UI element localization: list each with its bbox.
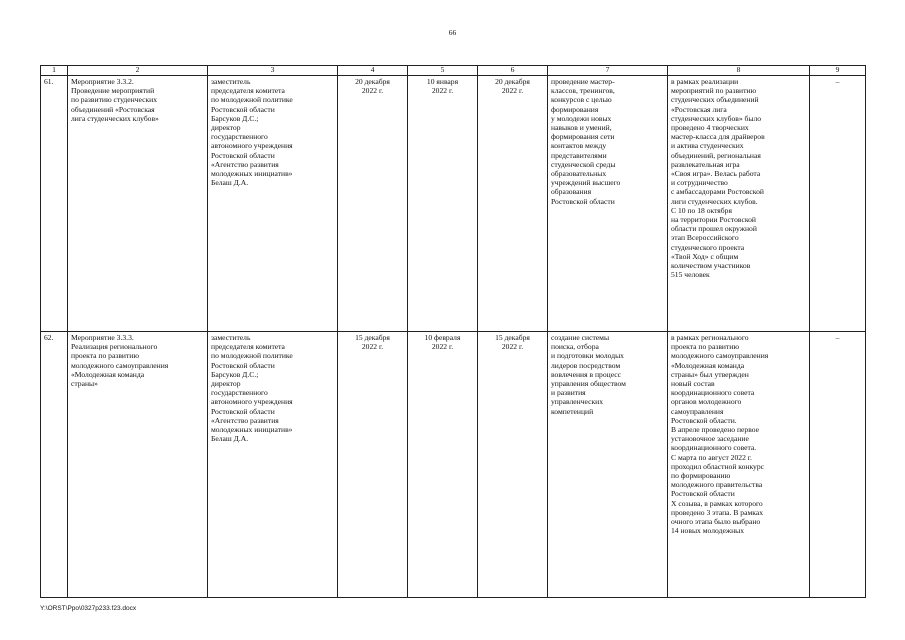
planned-end-date: 10 февраля 2022 г. — [408, 332, 478, 598]
planned-end-date: 10 января 2022 г. — [408, 76, 478, 332]
column-number: 9 — [810, 66, 866, 76]
row-number: 62. — [41, 332, 68, 598]
column-number: 7 — [548, 66, 668, 76]
table-row — [41, 76, 866, 332]
footer-file-path: Y:\ORST\Ppo\0327p233.f23.docx — [40, 605, 137, 612]
column-number: 4 — [338, 66, 408, 76]
note: – — [810, 332, 866, 598]
report-table — [40, 65, 866, 598]
event-name: Мероприятие 3.3.3. Реализация регионального проекта по развитию молодежного самоуправления «Молодежная команда страны» — [68, 332, 208, 598]
column-number: 3 — [208, 66, 338, 76]
planned-start-date: 15 декабря 2022 г. — [338, 332, 408, 598]
event-name: Мероприятие 3.3.2. Проведение мероприятий по развитию студенческих объединений «Ростовская лига студенческих клубов» — [68, 76, 208, 332]
actual-date: 20 декабря 2022 г. — [478, 76, 548, 332]
note: – — [810, 76, 866, 332]
actual-result: в рамках реализации мероприятий по развитию студенческих объединений «Ростовская лига студенческих клубов» было проведено 4 творческих мастер-класса для драйверов и актива студенческих объединений, региональная развлекательная игра «Своя игра». Велась работа и сотрудничество с амбассадорами Ростовской лиги студенческих клубов. С 10 по 18 октября на территории Ростовской области прошел окружной этап Всероссийского студенческого проекта «Твой Ход» с общим количеством участников 515 человек — [668, 76, 810, 332]
planned-start-date: 20 декабря 2022 г. — [338, 76, 408, 332]
column-number: 1 — [41, 66, 68, 76]
column-number: 6 — [478, 66, 548, 76]
actual-date: 15 декабря 2022 г. — [478, 332, 548, 598]
responsible-person: заместитель председателя комитета по молодежной политике Ростовской области Барсуков Д.С.; директор государственного автономного учреждения Ростовской области «Агентство развития молодежных инициатив» Белаш Д.А. — [208, 76, 338, 332]
row-number: 61. — [41, 76, 68, 332]
responsible-person: заместитель председателя комитета по молодежной политике Ростовской области Барсуков Д.С.; директор государственного автономного учреждения Ростовской области «Агентство развития молодежных инициатив» Белаш Д.А. — [208, 332, 338, 598]
table-row — [41, 332, 866, 598]
page-number: 66 — [448, 28, 457, 37]
column-number: 5 — [408, 66, 478, 76]
actual-result: в рамках регионального проекта по развитию молодежного самоуправления «Молодежная команда страны» был утвержден новый состав координационного совета органов молодежного самоуправления Ростовской области. В апреле проведено первое установочное заседание координационного совета. С марта по август 2022 г. проходил областной конкурс по формированию молодежного правительства Ростовской области X созыва, в рамках которого проведено 3 этапа. В рамках очного этапа было выбрано 14 новых молодежных — [668, 332, 810, 598]
column-number: 2 — [68, 66, 208, 76]
expected-result: создание системы поиска, отбора и подготовки молодых лидеров посредством вовлечения в процесс управления обществом и развития управленческих компетенций — [548, 332, 668, 598]
expected-result: проведение мастер- классов, тренингов, конкурсов с целью формирования у молодежи новых навыков и умений, формирования сети контактов между представителями студенческой среды образовательных учреждений высшего образования Ростовской области — [548, 76, 668, 332]
column-number: 8 — [668, 66, 810, 76]
column-number-row — [41, 66, 866, 76]
